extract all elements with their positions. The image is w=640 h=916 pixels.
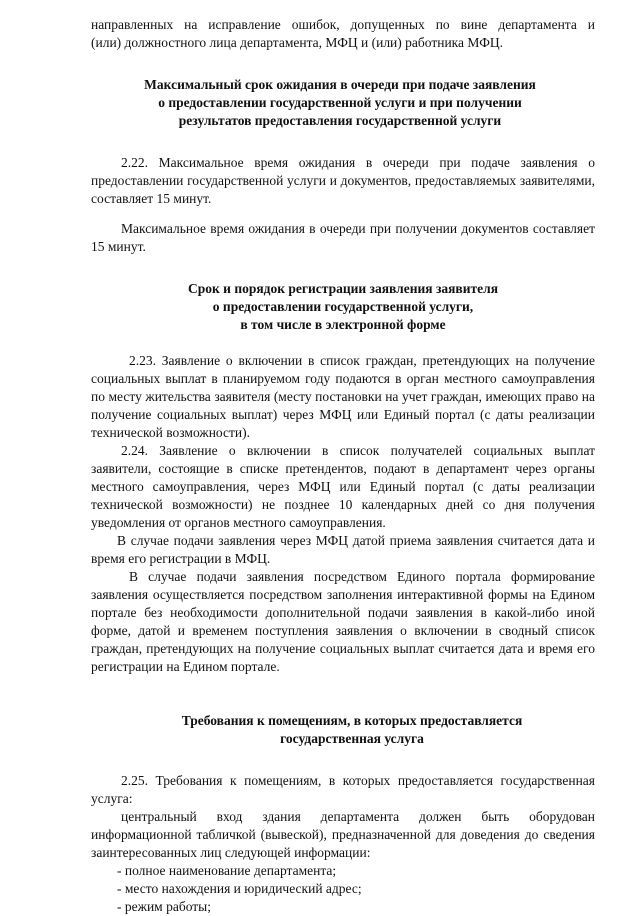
paragraph-2-25: 2.25. Требования к помещениям, в которых предоставляется государственная услуга: <box>91 773 595 806</box>
paragraph-wait-documents: Максимальное время ожидания в очереди при получении документов составляет 15 минут. <box>91 221 595 254</box>
intro-line-1: направленных на исправление ошибок, допущенных по вине департамента и <box>91 17 595 32</box>
paragraph-2-24: 2.24. Заявление о включении в список получателей социальных выплат заявители, состоящие в списке претендентов, подают в департамент через органы местного самоуправления, через МФЦ или Единый портал (с даты реализации технической возможности) не позднее 10 календарных дней со дня получения уведомления от органов местного самоуправления. <box>91 443 595 530</box>
section-reg-heading-line: Срок и порядок регистрации заявления заявителя <box>188 281 498 296</box>
section-rooms-heading <box>109 712 595 748</box>
section-rooms-heading-line: государственная услуга <box>280 731 424 746</box>
section-wait-heading-line: результатов предоставления государственной услуги <box>178 113 502 128</box>
document-page <box>91 16 595 916</box>
paragraph-2-23: 2.23. Заявление о включении в список граждан, претендующих на получение социальных выплат в планируемом году подаются в орган местного самоуправления по месту жительства заявителя (месту постановки на учет граждан, имеющих право на получение социальных выплат) через МФЦ или Единый портал (с даты реализации технической возможности). <box>91 353 595 440</box>
section-reg-heading-line: в том числе в электронной форме <box>240 317 446 332</box>
section-wait-heading-line: Максимальный срок ожидания в очереди при подаче заявления <box>144 77 536 92</box>
paragraph-mfc-date: В случае подачи заявления через МФЦ датой приема заявления считается дата и время его регистрации в МФЦ. <box>91 533 595 566</box>
section-reg-heading <box>91 280 595 334</box>
paragraph-portal-date: В случае подачи заявления посредством Единого портала формирование заявления осуществляется посредством заполнения интерактивной формы на Едином портале без необходимости дополнительной подачи заявления в какой-либо иной форме, датой и временем поступления заявления о включении в сводный список граждан, претендующих на получение социальных выплат считается дата и время его регистрации на Едином портале. <box>91 569 595 674</box>
section-wait-heading-line: о предоставлении государственной услуги и при получении <box>158 95 522 110</box>
paragraph-entrance-sign: центральный вход здания департамента должен быть оборудован информационной табличкой (вывеской), предназначенной для доведения до сведения заинтересованных лиц следующей информации: <box>91 809 595 860</box>
section-wait-heading <box>85 76 595 130</box>
paragraph-2-22: 2.22. Максимальное время ожидания в очереди при подаче заявления о предоставлении государственной услуги и документов, предоставляемых заявителями, составляет 15 минут. <box>91 155 595 206</box>
section-reg-heading-line: о предоставлении государственной услуги, <box>212 299 474 314</box>
section-rooms-heading-line: Требования к помещениям, в которых предоставляется <box>181 713 523 728</box>
list-item: - полное наименование департамента; <box>117 863 337 878</box>
intro-line-2: (или) должностного лица департамента, МФЦ и (или) работника МФЦ. <box>91 35 504 50</box>
list-item: - режим работы; <box>117 899 211 914</box>
list-item: - место нахождения и юридический адрес; <box>117 881 362 896</box>
